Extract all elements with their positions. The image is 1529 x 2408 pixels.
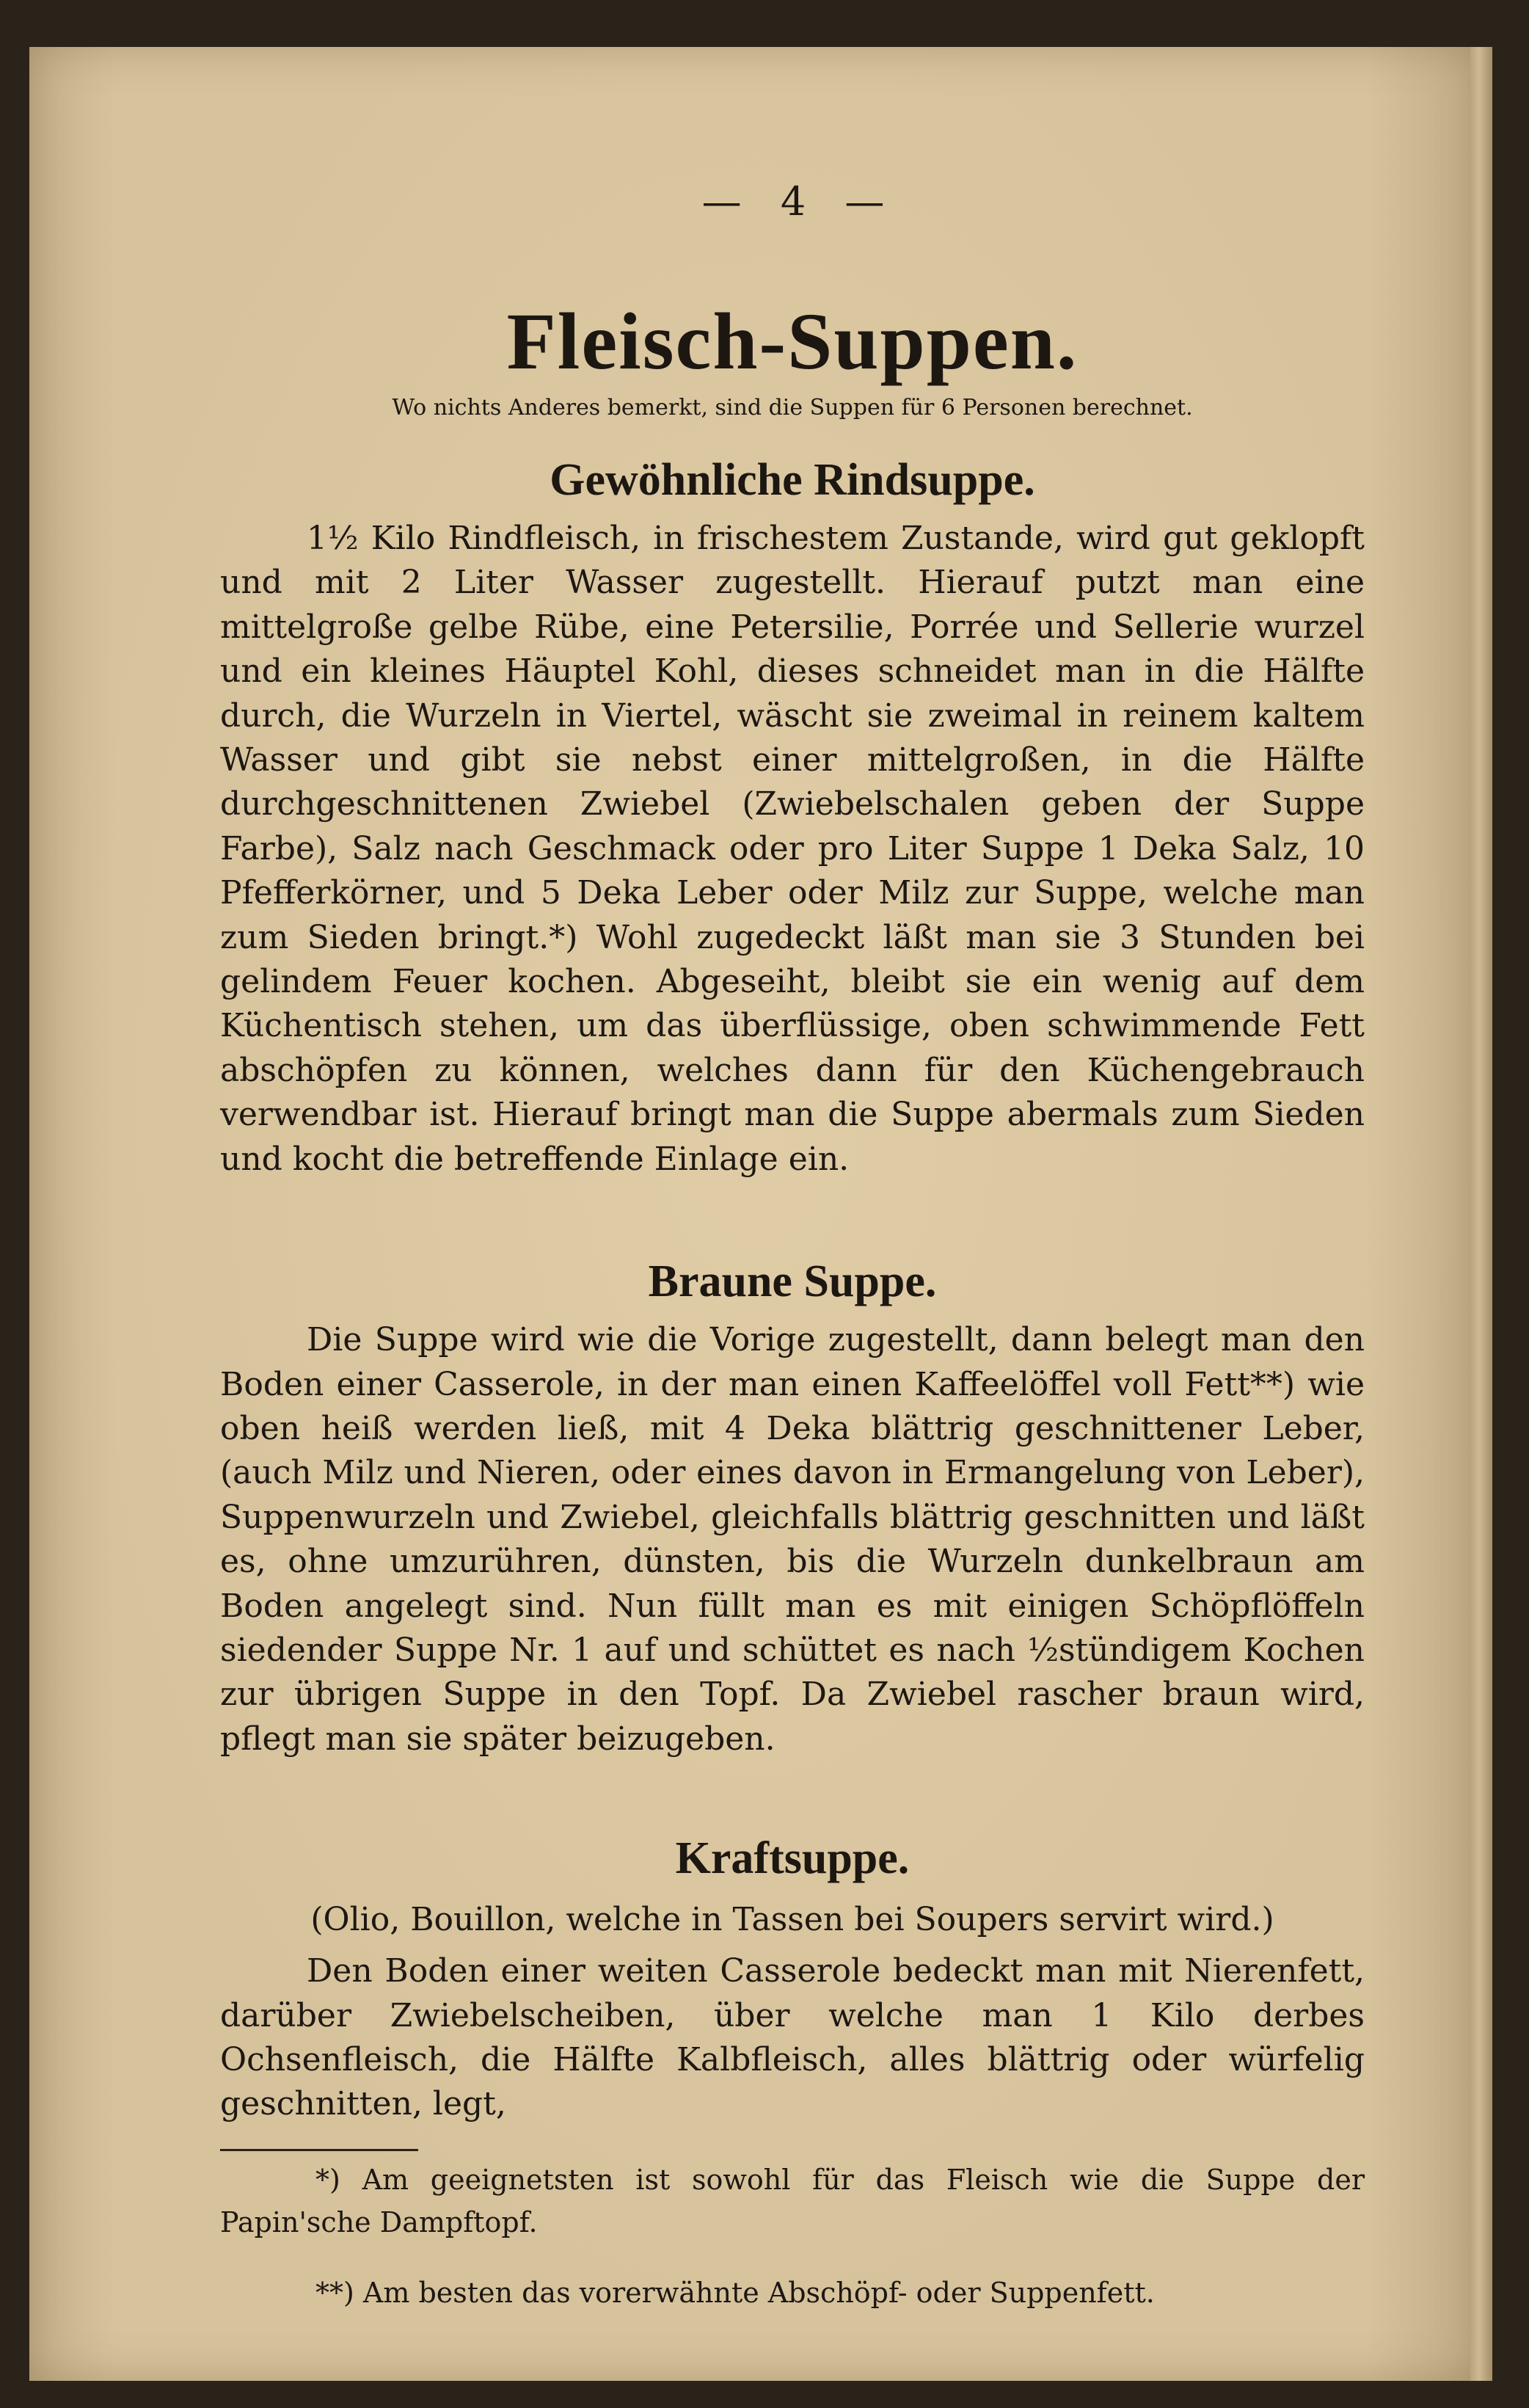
footnote-1: *) Am geeignetsten ist sowohl für das Fleisch wie die Suppe der Papin'sche Dampftopf.: [220, 2163, 1365, 2238]
main-heading: Fleisch-Suppen.: [506, 297, 1079, 386]
page-content: [220, 176, 1365, 2342]
page-number: — 4 —: [701, 178, 898, 225]
section-title-kraftsuppe: Kraftsuppe.: [675, 1833, 910, 1884]
footnote-2: **) Am besten das vorerwähnte Abschöpf- oder Suppenfett.: [315, 2276, 1155, 2309]
section-title-braune-suppe: Braune Suppe.: [648, 1256, 937, 1307]
subtitle: Wo nichts Anderes bemerkt, sind die Suppen für 6 Personen berechnet.: [392, 395, 1193, 421]
paragraph-braune-suppe: Die Suppe wird wie die Vorige zugestellt, dann belegt man den Boden einer Casserole, in der man einen Kaffeelöffel voll Fett**) wie oben heiß werden ließ, mit 4 Deka blättrig geschnittener Leber, (auch Milz und Nieren, oder eines davon in Ermangelung von Leber), Suppenwurzeln und Zwiebel, gleichfalls blättrig geschnitten und läßt es, ohne umzurühren, dünsten, bis die Wurzeln dunkelbraun am Boden angelegt sind. Nun füllt man es mit einigen Schöpflöffeln siedender Suppe Nr. 1 auf und schüttet es nach ½stündigem Kochen zur übrigen Suppe in den Topf. Da Zwiebel rascher braun wird, pflegt man sie später beizugeben.: [220, 1321, 1365, 1758]
kraftsuppe-note: (Olio, Bouillon, welche in Tassen bei Soupers servirt wird.): [310, 1901, 1274, 1939]
footnote-divider: [220, 2149, 418, 2151]
section-title-rindsuppe: Gewöhnliche Rindsuppe.: [550, 455, 1035, 505]
page-edge: [1470, 47, 1492, 2381]
paragraph-kraftsuppe: Den Boden einer weiten Casserole bedeckt man mit Nierenfett, darüber Zwiebelscheiben, über welche man 1 Kilo derbes Ochsenfleisch, die Hälfte Kalbfleisch, alles blättrig oder würfelig geschnitten, legt,: [220, 1952, 1365, 2123]
paragraph-rindsuppe: 1½ Kilo Rindfleisch, in frischestem Zustande, wird gut geklopft und mit 2 Liter Wasser zugestellt. Hierauf putzt man eine mittelgroße gelbe Rübe, eine Petersilie, Porrée und Sellerie wurzel und ein kleines Häuptel Kohl, dieses schneidet man in die Hälfte durch, die Wurzeln in Viertel, wäscht sie zweimal in reinem kaltem Wasser und gibt sie nebst einer mittelgroßen, in die Hälfte durchgeschnittenen Zwiebel (Zwiebelschalen geben der Suppe Farbe), Salz nach Geschmack oder pro Liter Suppe 1 Deka Salz, 10 Pfefferkörner, und 5 Deka Leber oder Milz zur Suppe, welche man zum Sieden bringt.*) Wohl zugedeckt läßt man sie 3 Stunden bei gelindem Feuer kochen. Abgeseiht, bleibt sie ein wenig auf dem Küchentisch stehen, um das überflüssige, oben schwimmende Fett abschöpfen zu können, welches dann für den Küchengebrauch verwendbar ist. Hierauf bringt man die Suppe abermals zum Sieden und kocht die betreffende Einlage ein.: [220, 520, 1365, 1178]
